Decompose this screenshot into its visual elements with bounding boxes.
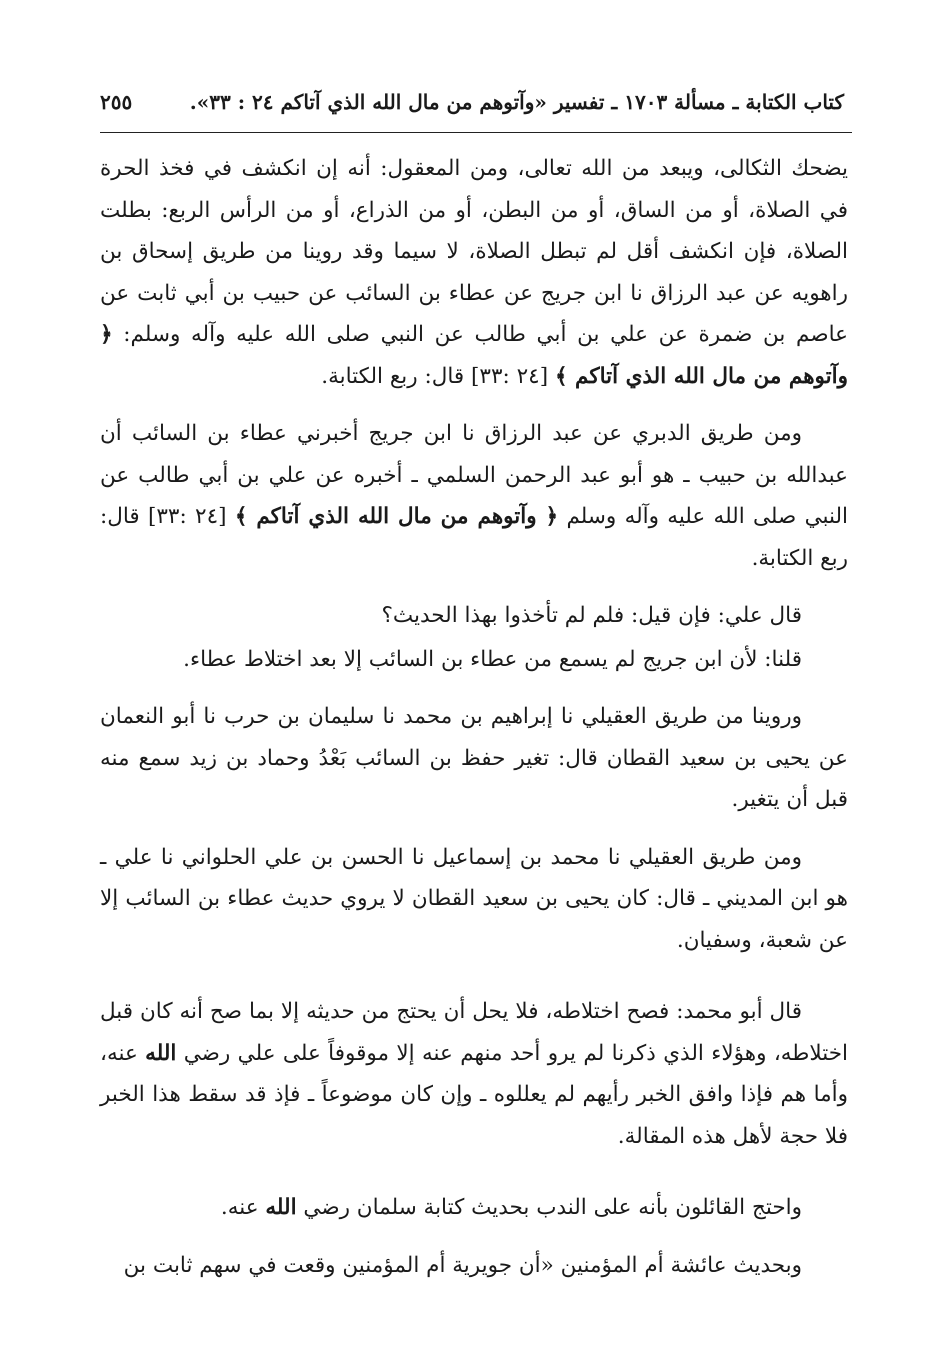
p8-text: واحتج القائلون بأنه على الندب بحديث كتابة سلمان رضي: [296, 1195, 802, 1220]
p1-text-end: [٢٤ :٣٣] قال: ربع الكتابة.: [321, 363, 555, 389]
running-header: [100, 82, 844, 122]
header-title: كتاب الكتابة ـ مسألة ١٧٠٣ ـ تفسير «وآتوهم من مال الله الذي آتاكم ٢٤ : ٣٣».: [189, 90, 844, 114]
p2-text-end: [٢٤ :٣٣] قال: ربع الكتابة.: [100, 504, 848, 571]
quran-verse-1: ﴿ وآتوهم من مال الله الذي آتاكم ﴾: [100, 322, 848, 389]
header-rule: [100, 132, 852, 133]
paragraph-4: قلنا: لأن ابن جريج لم يسمع من عطاء بن السائب إلا بعد اختلاط عطاء.: [183, 646, 802, 672]
paragraph-2: [100, 413, 848, 579]
paragraph-3: قال علي: فإن قيل: فلم لم تأخذوا بهذا الحديث؟: [381, 603, 802, 628]
page-number: ٢٥٥: [100, 90, 133, 114]
p7-text-end: عنه، وأما هم فإذا وافق الخبر رأيهم لم يعللوه ـ وإن كان موضوعاً ـ فإذ قد سقط هذا الخبر فلا حجة لأهل هذه المقالة.: [100, 1040, 848, 1149]
p7-text: قال أبو محمد: فصح اختلاطه، فلا يحل أن يحتج من حديثه إلا بما صح أنه كان قبل اختلاطه، وهؤلاء الذي ذكرنا لم يرو أحد منهم عنه إلا موقوفاً على علي رضي: [100, 999, 848, 1066]
paragraph-7: [100, 991, 848, 1157]
p1-text: يضحك الثكالى، ويبعد من الله تعالى، ومن المعقول: أنه إن انكشف في فخذ الحرة في الصلاة، أو من الساق، أو من البطن، أو من الذراع، أو من الرأس الربع: بطلت الصلاة، فإن انكشف أقل لم تبطل الصلاة، لا سيما وقد روينا من طريق إسحاق بن راهويه عن عبد الرزاق نا ابن جريج عن عطاء بن السائب عن حبيب بن أبي ثابت عن عاصم بن ضمرة عن علي بن أبي طالب عن النبي صلى الله عليه وآله وسلم:: [100, 156, 848, 347]
page-body: [100, 148, 848, 1302]
paragraph-5: وروينا من طريق العقيلي نا إبراهيم بن محمد نا سليمان بن حرب نا أبو النعمان عن يحيى بن سعيد القطان قال: تغير حفظ بن السائب بَعْدُ وحماد بن زيد سمع منه قبل أن يتغير.: [100, 704, 848, 812]
paragraph-9: وبحديث عائشة أم المؤمنين «أن جويرية أم المؤمنين وقعت في سهم ثابت بن: [123, 1252, 802, 1278]
paragraph-1: [100, 148, 848, 397]
p8-text-end: عنه.: [220, 1195, 266, 1220]
paragraph-8: [100, 1187, 848, 1229]
quran-verse-2: ﴿ وآتوهم من مال الله الذي آتاكم ﴾: [234, 504, 559, 529]
paragraph-6: ومن طريق العقيلي نا محمد بن إسماعيل نا الحسن بن علي الحلواني نا علي ـ هو ابن المديني ـ قال: كان يحيى بن سعيد القطان لا يروي حديث عطاء بن السائب إلا عن شعبة، وسفيان.: [100, 844, 848, 953]
p8-allah: الله: [265, 1195, 297, 1220]
p7-allah: الله: [145, 1040, 177, 1066]
p2-text: ومن طريق الدبري عن عبد الرزاق نا ابن جريج أخبرني عطاء بن السائب أن عبدالله بن حبيب ـ هو أبو عبد الرحمن السلمي ـ أخبره عن علي بن أبي طالب عن النبي صلى الله عليه وآله وسلم: [100, 421, 849, 529]
